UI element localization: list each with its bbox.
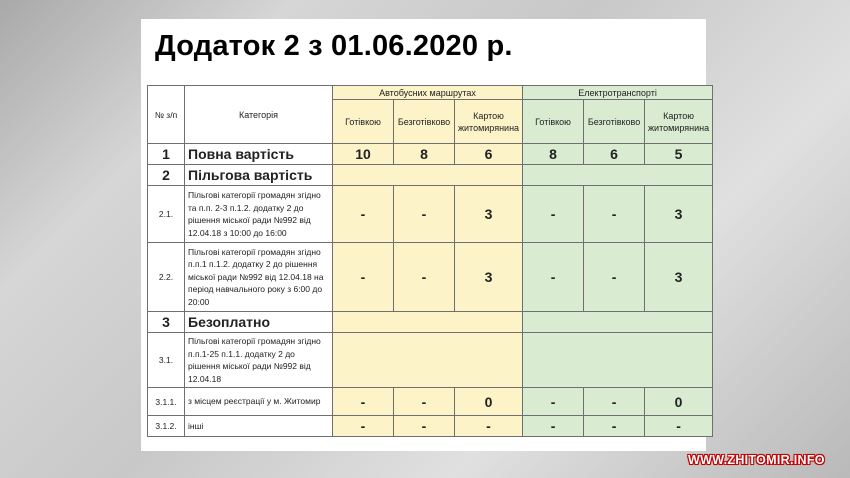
header-category: Категорія [185, 86, 333, 144]
row-category: Пільгова вартість [185, 165, 333, 186]
electro-cash-value: - [523, 186, 584, 243]
bus-cash-value: - [333, 416, 394, 437]
bus-cash-value: - [333, 388, 394, 416]
electro-cashless-value: - [584, 186, 645, 243]
electro-cash-value: - [523, 388, 584, 416]
bus-cashless-value: - [394, 388, 455, 416]
electro-card-value: - [645, 416, 713, 437]
row-num: 1 [148, 144, 185, 165]
table-row [148, 243, 713, 312]
row-num: 3.1. [148, 333, 185, 388]
row-num: 2 [148, 165, 185, 186]
electro-cash-value: 8 [523, 144, 584, 165]
electro-cash-value: - [523, 416, 584, 437]
row-num: 3.1.2. [148, 416, 185, 437]
watermark-logo: WWW.ZHITOMIR.INFO [688, 453, 825, 467]
electro-cashless-value: - [584, 416, 645, 437]
table-row [148, 165, 713, 186]
header-electro-group: Електротранспорті [523, 86, 713, 100]
header-num: № з/п [148, 86, 185, 144]
table-row [148, 333, 713, 388]
bus-cashless-value: - [394, 186, 455, 243]
bus-card-value: 0 [455, 388, 523, 416]
electro-empty-cell [523, 333, 713, 388]
electro-card-value: 3 [645, 243, 713, 312]
row-num: 2.2. [148, 243, 185, 312]
row-category: Повна вартість [185, 144, 333, 165]
bus-cashless-value: - [394, 243, 455, 312]
row-num: 3.1.1. [148, 388, 185, 416]
bus-cash-value: 10 [333, 144, 394, 165]
row-category: Пільгові категорії громадян згідно та п.п. 2-3 п.1.2. додатку 2 до рішення міської ради №992 від 12.04.18 з 10:00 до 16:00 [185, 186, 333, 243]
bus-card-value: 3 [455, 186, 523, 243]
bus-cash-value: - [333, 186, 394, 243]
electro-empty-cell [523, 312, 713, 333]
page-title: Додаток 2 з 01.06.2020 р. [155, 30, 513, 62]
bus-card-value: 3 [455, 243, 523, 312]
header-electro-card: Картою житомирянина [645, 100, 713, 144]
table-row [148, 144, 713, 165]
table-row [148, 186, 713, 243]
row-num: 3 [148, 312, 185, 333]
bus-cash-value: - [333, 243, 394, 312]
row-category: з місцем реєстрації у м. Житомир [185, 388, 333, 416]
bus-card-value: - [455, 416, 523, 437]
row-num: 2.1. [148, 186, 185, 243]
bus-empty-cell [333, 312, 523, 333]
header-bus-cashless: Безготівково [394, 100, 455, 144]
bus-cashless-value: 8 [394, 144, 455, 165]
table-row [148, 416, 713, 437]
electro-card-value: 5 [645, 144, 713, 165]
bus-card-value: 6 [455, 144, 523, 165]
header-bus-card: Картою житомирянина [455, 100, 523, 144]
bus-empty-cell [333, 165, 523, 186]
electro-empty-cell [523, 165, 713, 186]
electro-cash-value: - [523, 243, 584, 312]
bus-cashless-value: - [394, 416, 455, 437]
header-row-groups [148, 86, 713, 100]
bus-empty-cell [333, 333, 523, 388]
table-row [148, 312, 713, 333]
electro-card-value: 3 [645, 186, 713, 243]
header-bus-group: Автобусних маршрутах [333, 86, 523, 100]
header-bus-cash: Готівкою [333, 100, 394, 144]
header-electro-cash: Готівкою [523, 100, 584, 144]
electro-cashless-value: 6 [584, 144, 645, 165]
electro-cashless-value: - [584, 243, 645, 312]
row-category: Безоплатно [185, 312, 333, 333]
header-electro-cashless: Безготівково [584, 100, 645, 144]
row-category: Пільгові категорії громадян згідно п.п.1 п.1.2. додатку 2 до рішення міської ради №992 від 12.04.18 на період навчального року з 6:00 до 20:00 [185, 243, 333, 312]
electro-cashless-value: - [584, 388, 645, 416]
table-row [148, 388, 713, 416]
electro-card-value: 0 [645, 388, 713, 416]
row-category: Пільгові категорії громадян згідно п.п.1-25 п.1.1. додатку 2 до рішення міської ради №992 від 12.04.18 [185, 333, 333, 388]
tariff-table [147, 85, 713, 437]
row-category: інші [185, 416, 333, 437]
